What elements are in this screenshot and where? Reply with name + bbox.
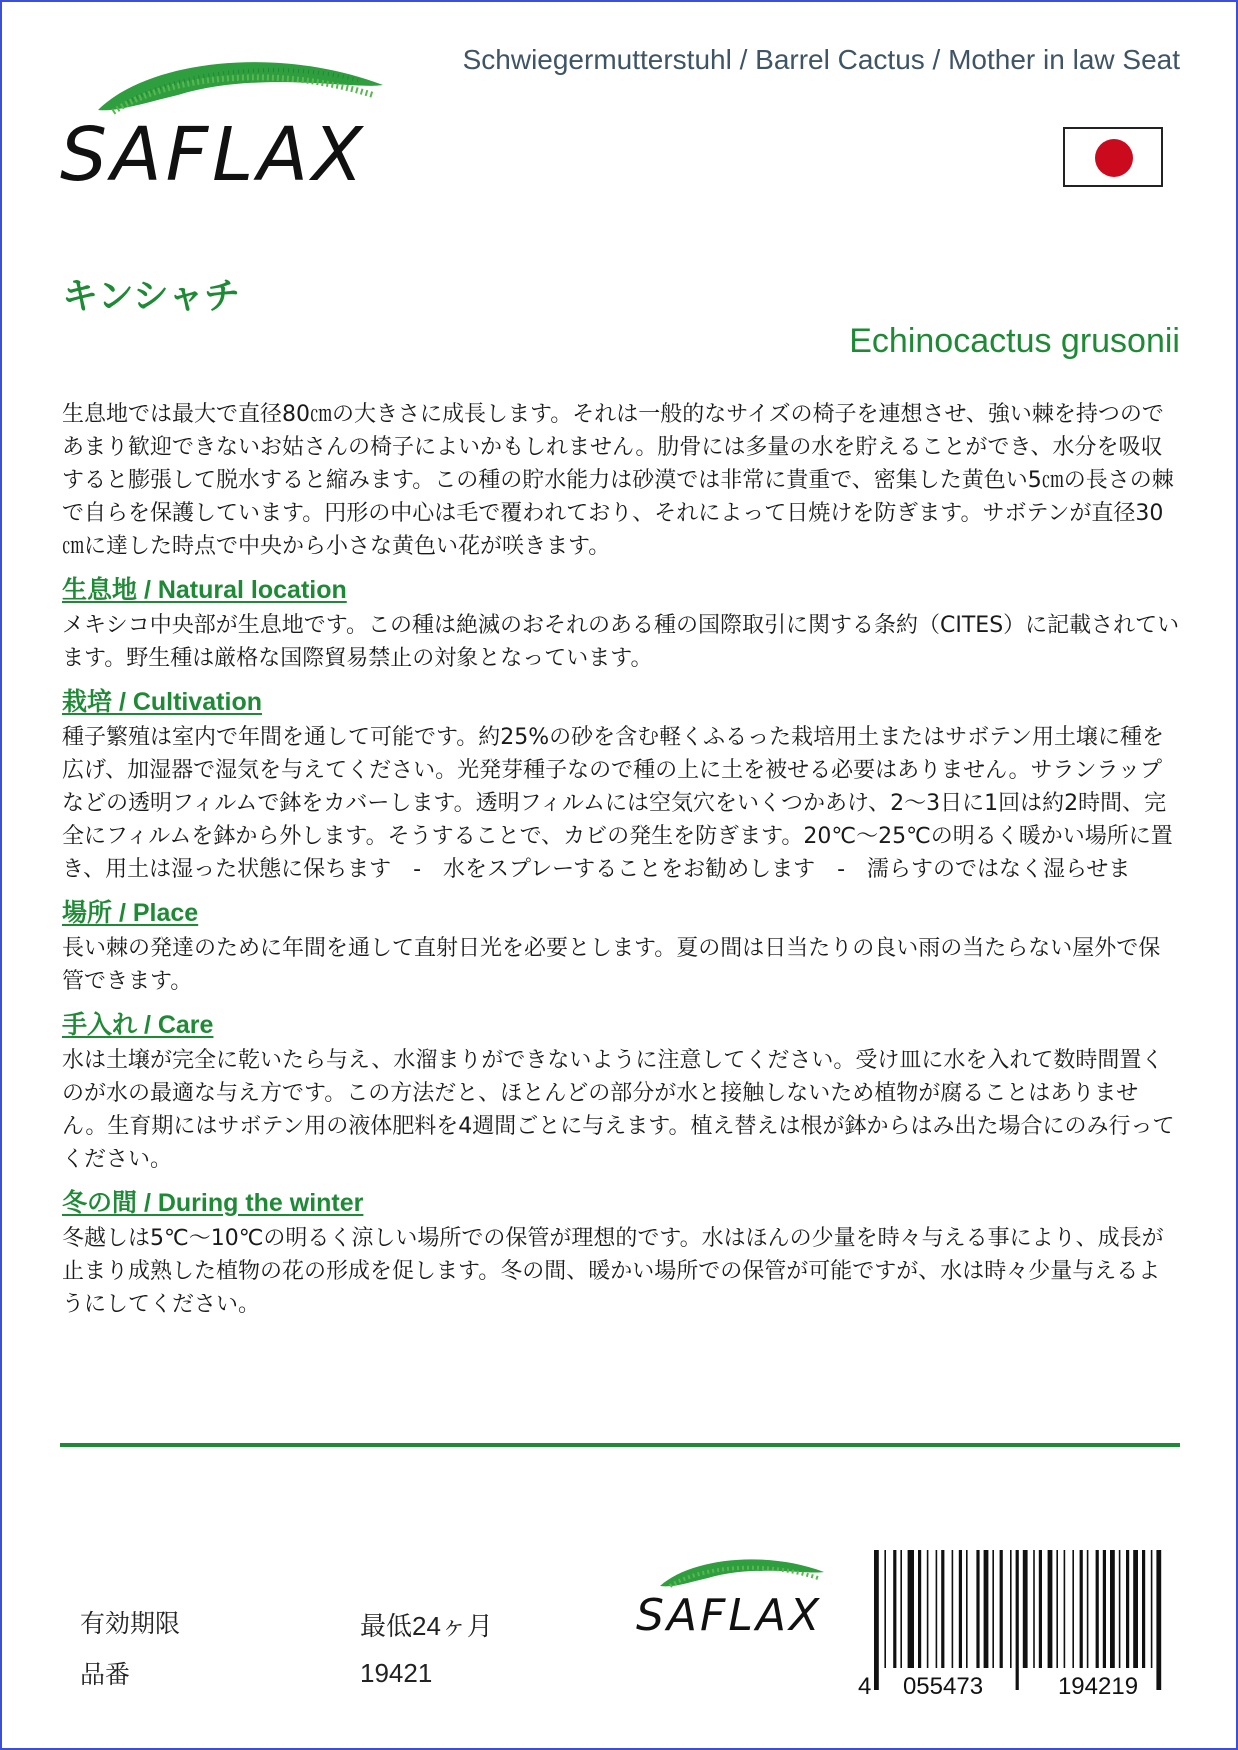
green-divider bbox=[60, 1443, 1180, 1447]
barcode-bar bbox=[952, 1550, 954, 1668]
barcode-bar bbox=[1048, 1550, 1053, 1668]
barcode-bar bbox=[1000, 1550, 1003, 1668]
section-heading-place: 場所 / Place bbox=[62, 899, 199, 927]
barcode-digits-right: 194219 bbox=[1057, 1673, 1139, 1698]
barcode-bar bbox=[984, 1550, 989, 1668]
barcode bbox=[858, 1550, 1181, 1698]
barcode-bar bbox=[959, 1550, 962, 1668]
section-heading-cultivation: 栽培 / Cultivation bbox=[62, 688, 263, 716]
barcode-digit-first: 4 bbox=[858, 1673, 872, 1698]
section-text-natural-location: メキシコ中央部が生息地です。この種は絶滅のおそれのある種の国際取引に関する条約（CITES）に記載されています。野生種は厳格な国際貿易禁止の対象となっています。 bbox=[62, 613, 1180, 671]
barcode-bar bbox=[893, 1550, 896, 1668]
intro-paragraph: 生息地では最大で直径80㎝の大きさに成長します。それは一般的なサイズの椅子を連想させ、強い棘を持つのであまり歓迎できないお姑さんの椅子によいかもしれません。肋骨には多量の水を貯えることができ、水分を吸収すると膨張して脱水すると縮みます。この種の貯水能力は砂漠では非常に貴重で、密集した黄色い5㎝の長さの棘で自らを保護しています。円形の中心は毛で覆われており、それによって日焼けを防ぎます。サボテンが直径30㎝に達した時点で中央から小さな黄色い花が咲きます。 bbox=[62, 402, 1174, 559]
latin-name: Echinocactus grusonii bbox=[849, 322, 1180, 360]
barcode-bar bbox=[918, 1550, 921, 1668]
barcode-bar bbox=[1126, 1550, 1129, 1668]
common-names: Schwiegermutterstuhl / Barrel Cactus / Mother in law Seat bbox=[462, 44, 1180, 75]
barcode-bars bbox=[874, 1550, 1161, 1690]
barcode-bar bbox=[874, 1550, 879, 1690]
barcode-bar bbox=[1064, 1550, 1066, 1668]
barcode-bar bbox=[1103, 1550, 1106, 1668]
barcode-bar bbox=[1016, 1550, 1019, 1690]
barcode-bar bbox=[966, 1550, 968, 1668]
japanese-title: キンシャチ bbox=[62, 276, 241, 317]
barcode-bar bbox=[884, 1550, 886, 1668]
barcode-bar bbox=[1056, 1550, 1058, 1668]
brand-logo-text: SAFLAX bbox=[60, 112, 367, 198]
barcode-bar bbox=[927, 1550, 929, 1668]
japan-flag-icon bbox=[1063, 127, 1163, 187]
barcode-bar bbox=[908, 1550, 914, 1668]
barcode-bar bbox=[1119, 1550, 1121, 1668]
barcode-bar bbox=[1072, 1550, 1074, 1668]
section-text-cultivation: 種子繁殖は室内で年間を通して可能です。約25%の砂を含む軽くふるった栽培用土またはサボテン用土壌に種を広げ、加湿器で湿気を与えてください。光発芽種子なので種の上に土を被せる必要はありません。サランラップなどの透明フィルムで鉢をカバーします。透明フィルムには空気穴をいくつかあけ、2～3日に1回は約2時間、完全にフィルムを鉢から外します。そうすることで、カビの発生を防ぎます。20℃～25℃の明るく暖かい場所に置き、用土は湿った状態に保ちます - 水をスプレーすることをお勧めします - 濡らすのではなく湿らせま bbox=[62, 725, 1173, 882]
expiry-label: 有効期限 bbox=[80, 1609, 181, 1638]
item-number-value: 19421 bbox=[360, 1658, 433, 1688]
barcode-bar bbox=[1110, 1550, 1115, 1668]
barcode-bar bbox=[1142, 1550, 1145, 1668]
barcode-bar bbox=[1010, 1550, 1012, 1668]
barcode-bar bbox=[1080, 1550, 1083, 1668]
barcode-bar bbox=[941, 1550, 944, 1668]
expiry-value: 最低24ヶ月 bbox=[360, 1611, 493, 1641]
barcode-bar bbox=[936, 1550, 938, 1668]
flag-red-disc bbox=[1095, 139, 1133, 177]
barcode-bar bbox=[1033, 1550, 1035, 1668]
barcode-bar bbox=[1151, 1550, 1153, 1668]
section-text-place: 長い棘の発達のために年間を通して直射日光を必要とします。夏の間は日当たりの良い雨の当たらない屋外で保管できます。 bbox=[62, 936, 1161, 994]
barcode-bar bbox=[1023, 1550, 1028, 1668]
item-number-label: 品番 bbox=[80, 1660, 131, 1689]
section-text-winter: 冬越しは5℃～10℃の明るく涼しい場所での保管が理想的です。水はほんの少量を時々与える事により、成長が止まり成熟した植物の花の形成を促します。冬の間、暖かい場所での保管が可能ですが、水は時々少量与えるようにしてください。 bbox=[62, 1226, 1164, 1317]
section-heading-care: 手入れ / Care bbox=[62, 1011, 214, 1039]
barcode-bar bbox=[1087, 1550, 1089, 1668]
barcode-bar bbox=[992, 1550, 994, 1668]
barcode-bar bbox=[1039, 1550, 1042, 1668]
grass-swoosh-icon bbox=[660, 1559, 824, 1586]
brand-logo-text-bottom: SAFLAX bbox=[636, 1590, 823, 1641]
section-heading-winter: 冬の間 / During the winter bbox=[62, 1189, 364, 1217]
section-text-care: 水は土壌が完全に乾いたら与え、水溜まりができないように注意してください。受け皿に水を入れて数時間置くのが水の最適な与え方です。この方法だと、ほとんどの部分が水と接触しないため植物が腐ることはありません。生育期にはサボテン用の液体肥料を4週間ごとに与えます。植え替えは根が鉢からはみ出た場合にのみ行ってください。 bbox=[62, 1048, 1175, 1172]
barcode-bar bbox=[1133, 1550, 1138, 1668]
barcode-bar bbox=[900, 1550, 902, 1668]
barcode-bar bbox=[976, 1550, 979, 1668]
barcode-digits-left: 055473 bbox=[902, 1673, 984, 1698]
grass-swoosh-icon bbox=[98, 62, 383, 112]
description-body bbox=[62, 398, 1182, 1321]
barcode-bar bbox=[1156, 1550, 1161, 1690]
section-heading-natural-location: 生息地 / Natural location bbox=[62, 576, 347, 604]
barcode-bar bbox=[1096, 1550, 1099, 1668]
